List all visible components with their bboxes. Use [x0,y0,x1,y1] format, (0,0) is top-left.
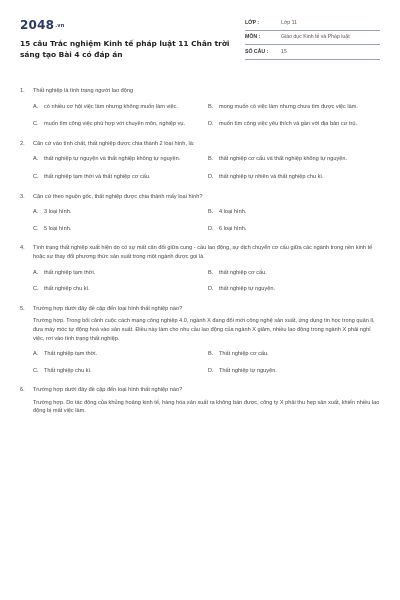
option-d[interactable] [208,225,383,234]
option-text: muốn tìm công việc phù hợp với chuyên môn, nghiệp vụ. [44,121,186,128]
option-a[interactable] [33,155,208,164]
option-text: thất nghiệp cơ cấu. [219,269,267,276]
option-grid [20,103,380,129]
option-letter: D. [208,225,214,232]
option-b[interactable] [208,208,383,217]
option-letter: C. [33,225,39,232]
option-text: thất nghiệp tự nguyện và thất nghiệp không tự nguyện. [44,156,181,163]
option-b[interactable] [208,350,383,359]
question-1 [20,87,380,129]
option-grid [20,269,380,294]
option-letter: B. [208,351,214,358]
meta-value: Giáo dục Kinh tế và Pháp luật [281,34,350,41]
option-a[interactable] [33,208,208,217]
meta-row-class [245,16,380,31]
option-c[interactable] [33,120,208,129]
option-text: thất nghiệp tạm thời. [44,269,96,276]
option-c[interactable] [33,285,208,294]
question-number: 2. [20,140,25,147]
option-letter: B. [208,269,214,276]
option-letter: A. [33,351,39,358]
option-text: 6 loại hình. [219,225,247,232]
option-text: Thất nghiệp tự nguyện. [219,367,277,374]
option-text: Thất nghiệp chu kì. [44,367,92,374]
option-letter: B. [208,103,214,110]
option-c[interactable] [33,173,208,182]
question-6 [20,386,380,416]
question-passage: Trường hợp. Trong bối cảnh cuộc cách mạng công nghiệp 4.0, ngành X đang đổi mới công nghệ sản xuất, ứng dụng tin học trong quản lí, đưa máy móc tự động hoá vào sản xuất. Điều này làm cho nhu cầu lao động của ngành X giảm, nhiều lao động trong ngành X phải nghỉ việc, rơi vào tình trạng thất nghiệp. [33,318,375,342]
option-letter: C. [33,121,39,128]
logo-text: 2048 [20,18,55,32]
option-letter: D. [208,121,214,128]
option-c[interactable] [33,225,208,234]
option-a[interactable] [33,269,208,278]
option-text: thất nghiệp tự nhiên và thất nghiệp chu kì. [219,173,324,180]
meta-value: Lớp 11 [281,19,297,26]
option-letter: C. [33,367,39,374]
question-2 [20,140,380,182]
meta-table [245,16,380,68]
meta-value: 15 [281,48,287,55]
meta-row-count [245,45,380,60]
question-number: 1. [20,88,25,94]
option-a[interactable] [33,103,208,112]
header-left [20,18,230,68]
option-text: thất nghiệp cơ cấu và thất nghiệp không tự nguyện. [219,156,348,163]
question-text: Trường hợp dưới đây đề cập đến loại hình thất nghiệp nào? [33,387,183,394]
option-text: có nhiều cơ hội việc làm nhưng không muốn làm việc. [44,103,178,110]
document-header [20,18,380,68]
option-letter: A. [33,103,39,110]
option-letter: D. [208,173,214,180]
question-number: 3. [20,193,25,200]
option-text: thất nghiệp chu kì. [44,286,90,293]
question-text: Thất nghiệp là tình trạng người lao động [33,88,134,94]
question-4 [20,244,380,293]
logo-suffix: .vn [55,22,65,29]
site-logo[interactable] [20,18,230,32]
option-b[interactable] [208,103,383,112]
question-passage: Trường hợp. Do tác động của khủng hoảng kinh tế, hàng hóa sản xuất ra không bán được, công ty X phải thu hẹp sản xuất, khiến nhiều lao động bị mất việc làm. [33,399,380,415]
option-text: muốn tìm công việc yêu thích và gần với địa bàn cư trú. [219,121,358,128]
option-letter: C. [33,173,39,180]
meta-label: SỐ CÂU : [245,48,269,55]
question-text: Trường hợp dưới đây đề cập đến loại hình thất nghiệp nào? [33,305,183,312]
option-a[interactable] [33,350,208,359]
option-letter: A. [33,269,39,276]
option-d[interactable] [208,285,383,294]
option-letter: B. [208,209,214,216]
option-c[interactable] [33,367,208,376]
option-grid [20,350,380,375]
question-number: 4. [20,245,25,252]
option-letter: A. [33,209,39,216]
option-grid [20,208,380,233]
option-b[interactable] [208,269,383,278]
question-list [20,87,380,416]
question-number: 5. [20,305,25,312]
question-3 [20,193,380,234]
question-text: Căn cứ vào tính chất, thất nghiệp được chia thành 2 loại hình, là: [33,140,195,147]
question-text: Căn cứ theo nguồn gốc, thất nghiệp được chia thành mấy loại hình? [33,193,203,200]
option-text: Thất nghiệp cơ cấu. [219,351,269,358]
document-title: 15 câu Trắc nghiệm Kinh tế pháp luật 11 Chân trời sáng tạo Bài 4 có đáp án [20,39,230,59]
option-letter: D. [208,286,214,293]
option-letter: A. [33,156,39,163]
option-text: 4 loại hình. [219,209,247,216]
meta-label: LỚP : [245,19,260,26]
option-d[interactable] [208,367,383,376]
question-number: 6. [20,387,25,394]
option-grid [20,155,380,181]
option-text: Thất nghiệp tạm thời. [44,351,98,358]
option-letter: B. [208,156,214,163]
option-text: 3 loại hình. [44,209,72,216]
option-d[interactable] [208,173,383,182]
option-text: thất nghiệp tạm thời và thất nghiệp cơ cấu. [44,173,151,180]
option-letter: C. [33,286,39,293]
question-text: Tình trạng thất nghiệp xuất hiện do có sự mất cân đối giữa cung - cầu lao động, sự dịch chuyển cơ cấu giữa các ngành trong nền kinh tế hoặc sự thay đổi phương thức sản xuất trong một ngành được gọi là [33,245,373,260]
option-letter: D. [208,367,214,374]
option-b[interactable] [208,155,383,164]
option-text: mong muốn có việc làm nhưng chưa tìm được việc làm. [219,103,358,110]
meta-label: MÔN : [245,34,261,41]
meta-row-subject [245,31,380,46]
option-d[interactable] [208,120,383,129]
option-text: thất nghiệp tự nguyện. [219,286,275,293]
option-text: 5 loại hình. [44,225,72,232]
question-5 [20,305,380,376]
